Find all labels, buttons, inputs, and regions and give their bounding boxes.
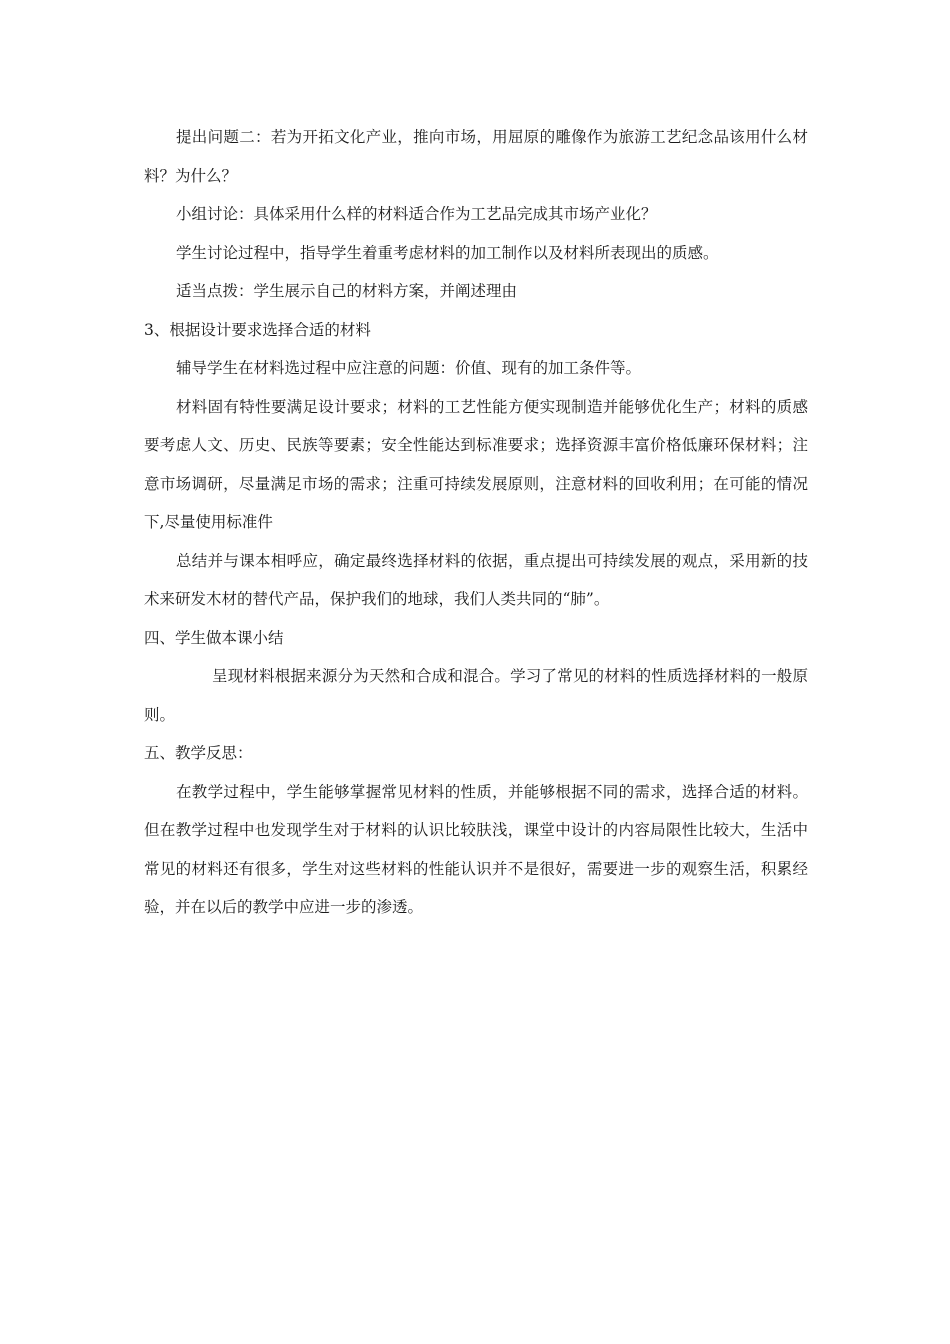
paragraph-teaching-reflection: 在教学过程中，学生能够掌握常见材料的性质，并能够根据不同的需求，选择合适的材料。但在教学过程中也发现学生对于材料的认识比较肤浅，课堂中设计的内容局限性比较大，生活中常见的材料还有很多，学生对这些材料的性能认识并不是很好，需要进一步的观察生活，积累经验，并在以后的教学中应进一步的渗透。 [144,782,808,916]
paragraph-appropriate-hint: 适当点拨：学生展示自己的材料方案，并阐述理由 [176,282,518,300]
paragraph-guidance-issues: 辅导学生在材料选过程中应注意的问题：价值、现有的加工条件等。 [176,359,642,377]
paragraph-question-two: 提出问题二：若为开拓文化产业，推向市场，用屈原的雕像作为旅游工艺纪念品该用什么材料？为什么？ [144,128,808,185]
section-heading-5: 五、教学反思： [144,744,253,762]
section-heading-3: 3、根据设计要求选择合适的材料 [144,320,371,339]
paragraph-group-discussion: 小组讨论：具体采用什么样的材料适合作为工艺品完成其市场产业化？ [176,205,657,223]
paragraph-discussion-guidance: 学生讨论过程中，指导学生着重考虑材料的加工制作以及材料所表现出的质感。 [176,243,719,262]
paragraph-lesson-summary: 呈现材料根据来源分为天然和合成和混合。学习了常见的材料的性质选择材料的一般原则。 [144,667,808,724]
document-body [144,118,808,927]
section-heading-4: 四、学生做本课小结 [144,628,284,647]
paragraph-material-principles: 材料固有特性要满足设计要求；材料的工艺性能方便实现制造并能够优化生产；材料的质感要考虑人文、历史、民族等要素；安全性能达到标准要求；选择资源丰富价格低廉环保材料；注意市场调研，尽量满足市场的需求；注重可持续发展原则，注意材料的回收利用；在可能的情况下,尽量使用标准件 [144,397,808,531]
paragraph-summary-textbook: 总结并与课本相呼应，确定最终选择材料的依据，重点提出可持续发展的观点，采用新的技术来研发木材的替代产品，保护我们的地球，我们人类共同的“肺”。 [144,551,808,608]
